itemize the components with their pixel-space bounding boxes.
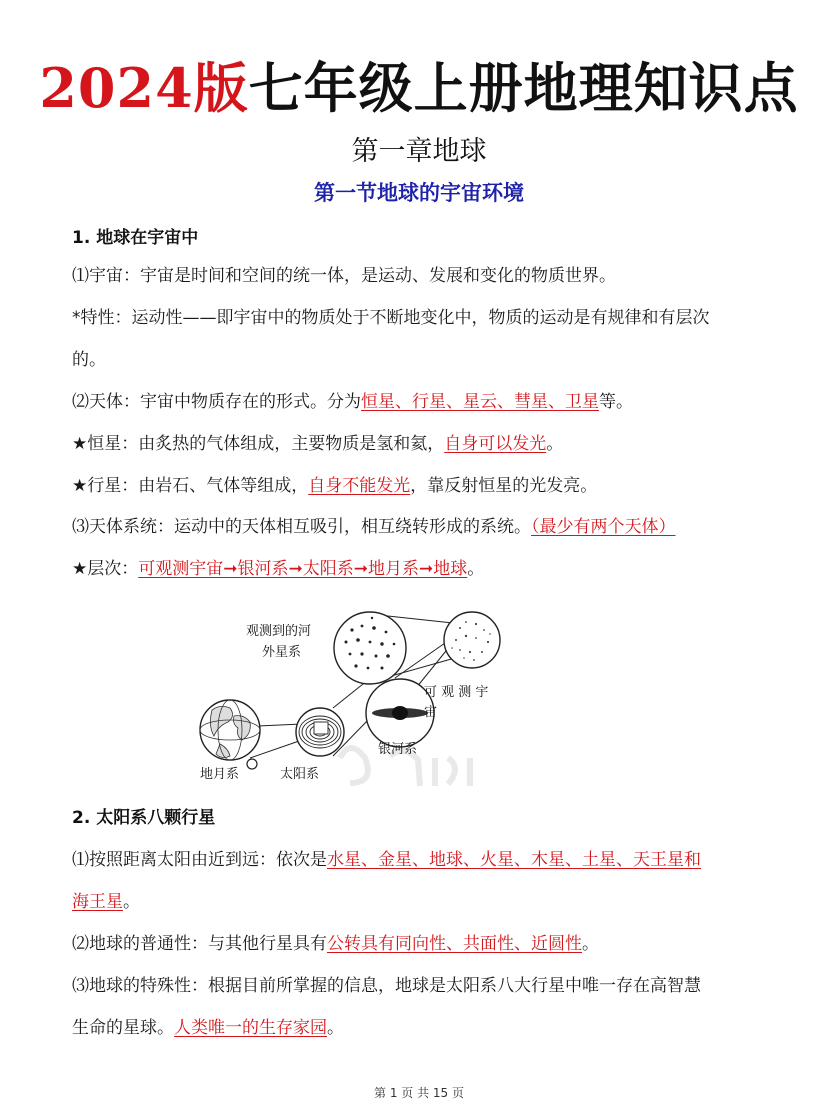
text: ★行星：由岩石、气体等组成，: [72, 476, 309, 496]
text: ⑵地球的普通性：与其他行星具有: [72, 934, 327, 954]
highlight: 自身可以发光: [444, 434, 547, 454]
text: 。: [327, 1018, 344, 1038]
highlight: 恒星、行星、星云、彗星、卫星: [361, 392, 599, 412]
title-year: 2024: [39, 56, 194, 120]
text: 。: [582, 934, 599, 954]
galaxies-circle: [334, 612, 406, 684]
text: ，靠反射恒星的光发亮。: [410, 476, 598, 496]
highlight: 水星、金星、地球、火星、木星、土星、天王星和: [327, 850, 701, 870]
highlight: 可观测宇宙➞银河系➞太阳系➞地月系➞地球: [138, 559, 468, 579]
text: 。: [467, 559, 485, 579]
paragraph-property: *特性：运动性——即宇宙中的物质处于不断地变化中，物质的运动是有规律和有层次: [72, 308, 710, 328]
text: 生命的星球。: [72, 1018, 174, 1038]
paragraph-planet-order: [72, 846, 772, 874]
moon: [247, 759, 257, 769]
title-rest: 七年级上册地理知识点: [248, 56, 799, 120]
label-earth-moon-system: 地月系: [200, 767, 240, 782]
text: 。: [546, 434, 564, 454]
paragraph-earth-uniqueness: ⑶地球的特殊性：根据目前所掌握的信息，地球是太阳系八大行星中唯一存在高智慧: [72, 976, 701, 996]
section-heading: 第一节地球的宇宙环境: [314, 181, 524, 205]
paragraph-star: [72, 430, 772, 458]
page-title: [0, 56, 838, 120]
paragraph-celestial-body: [72, 388, 772, 416]
paragraph-universe: ⑴宇宙：宇宙是时间和空间的统一体，是运动、发展和变化的物质世界。: [72, 266, 616, 286]
part2-heading: 2. 太阳系八颗行星: [72, 808, 216, 828]
text: ★层次：: [72, 559, 139, 579]
text: 。: [123, 892, 140, 912]
paragraph-planet-order-cont: [72, 888, 772, 916]
paragraph-celestial-system: [72, 513, 772, 541]
paragraph-planet: [72, 472, 772, 500]
celestial-system-diagram: [190, 598, 520, 800]
chapter-heading: 第一章地球: [351, 136, 487, 167]
paragraph-property-cont: 的。: [72, 350, 106, 370]
milkyway-bulge: [392, 706, 408, 720]
universe-circle: [444, 612, 500, 668]
label-observed-galaxies-cont: 外星系: [262, 645, 302, 660]
page-footer: 第 1 页 共 15 页: [374, 1086, 464, 1100]
highlight: 公转具有同向性、共面性、近圆性: [327, 934, 582, 954]
text: 等。: [599, 392, 633, 412]
label-observed-galaxies: 观测到的河: [246, 624, 312, 639]
title-ban: 版: [193, 56, 249, 120]
paragraph-hierarchy: [72, 555, 772, 583]
solar-inset: [314, 722, 328, 734]
text: ⑶天体系统：运动中的天体相互吸引，相互绕转形成的系统。: [72, 517, 531, 537]
text: ★恒星：由炙热的气体组成，主要物质是氢和氦，: [72, 434, 445, 454]
paragraph-earth-commonality: [72, 930, 772, 958]
text: ⑵天体：宇宙中物质存在的形式。分为: [72, 392, 361, 412]
text: ⑴按照距离太阳由近到远：依次是: [72, 850, 327, 870]
highlight: 自身不能发光: [308, 476, 411, 496]
paragraph-earth-uniqueness-cont: [72, 1014, 772, 1042]
label-observable-universe-cont: 宙: [424, 705, 438, 720]
label-milky-way: 银河系: [378, 742, 418, 757]
label-solar-system: 太阳系: [280, 767, 320, 782]
part1-heading: 1. 地球在宇宙中: [72, 228, 199, 248]
highlight: 人类唯一的生存家园: [174, 1018, 327, 1038]
highlight: （最少有两个天体）: [531, 517, 676, 537]
highlight: 海王星: [72, 892, 123, 912]
label-observable-universe: 可 观 测 宇: [424, 685, 489, 700]
